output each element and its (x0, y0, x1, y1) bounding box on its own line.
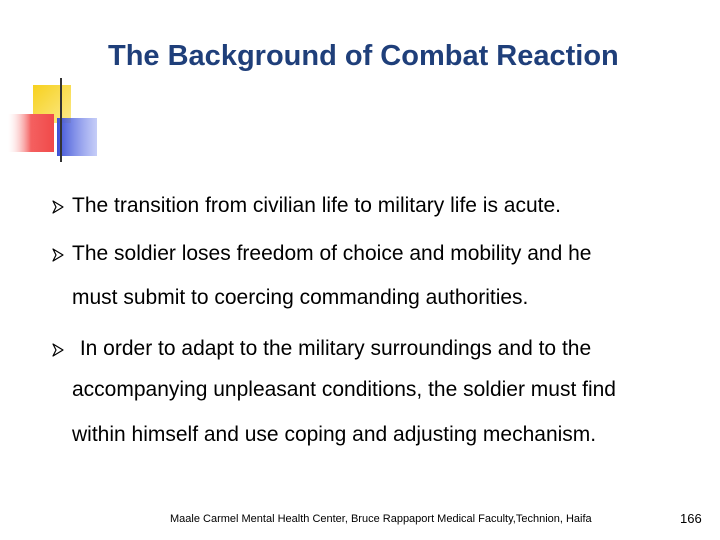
arrowhead-bullet-icon (52, 248, 64, 262)
bullet-2-line-2: must submit to coercing commanding authorities. (72, 286, 529, 309)
bullet-3-line-1: In order to adapt to the military surroundings and to the (74, 337, 592, 360)
arrowhead-bullet-icon (52, 200, 64, 214)
page-number: 166 (680, 511, 702, 526)
slide-footer: Maale Carmel Mental Health Center, Bruce Rappaport Medical Faculty,Technion, Haifa (170, 513, 592, 525)
bullet-3-line-2: accompanying unpleasant conditions, the soldier must find (72, 378, 616, 401)
bullet-2-line-1: The soldier loses freedom of choice and mobility and he (72, 242, 592, 265)
arrowhead-bullet-icon (52, 343, 64, 357)
slide-title: The Background of Combat Reaction (108, 40, 619, 72)
bullet-1-line-1: The transition from civilian life to military life is acute. (72, 194, 561, 217)
bullet-3-line-3: within himself and use coping and adjusting mechanism. (72, 423, 597, 446)
